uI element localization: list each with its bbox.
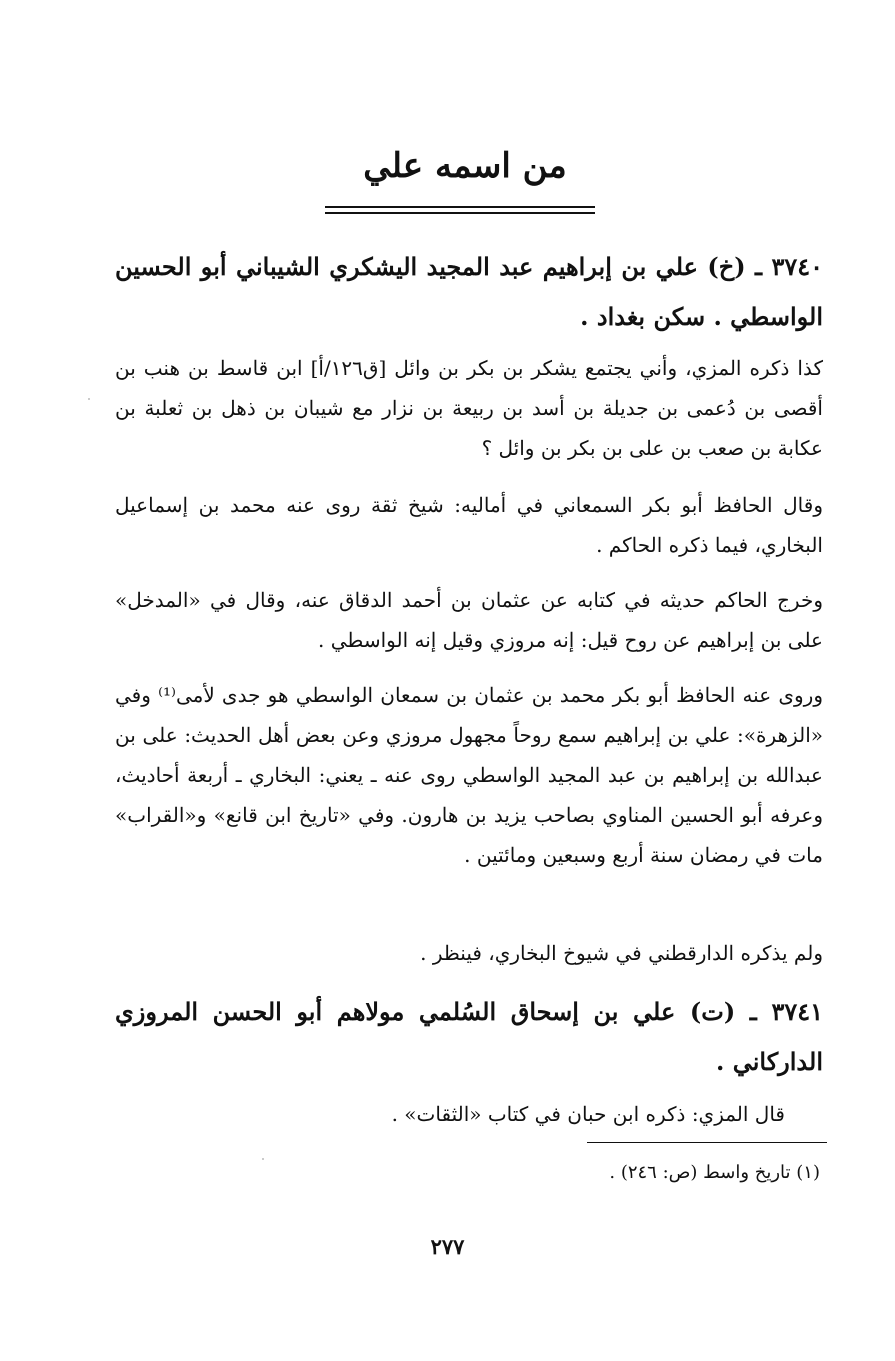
entry-paragraph: وروى عنه الحافظ أبو بكر محمد بن عثمان بن سمعان الواسطي هو جدى لأمى⁽¹⁾ وفي «الزهرة»: علي بن إبراهيم سمع روحاً مجهول مروزي وعن بعض أهل الحديث: على بن عبدالله بن إبراهيم بن عبد المجيد الواسطي روى عنه ـ يعني: البخاري ـ أربعة أحاديث، وعرفه أبو الحسين المناوي بصاحب يزيد بن هارون. وفي «تاريخ ابن قانع» و«القراب» مات في رمضان سنة أربع وسبعين ومائتين . (115, 683, 823, 867)
title-underline (325, 206, 595, 208)
entry-paragraph: قال المزي: ذكره ابن حبان في كتاب «الثقات» . (391, 1102, 785, 1126)
entry-paragraph: وخرج الحاكم حديثه في كتابه عن عثمان بن أحمد الدقاق عنه، وقال في «المدخل» على بن إبراهيم عن روح قيل: إنه مروزي وقيل إنه الواسطي . (115, 588, 823, 652)
footnote: (١) تاريخ واسط (ص: ٢٤٦) . (609, 1162, 820, 1183)
scan-speck (262, 1158, 264, 1160)
entry-heading-3741: ٣٧٤١ ـ (ت) علي بن إسحاق السُلمي مولاهم أبو الحسن المروزي الداركاني . (115, 997, 823, 1076)
footnote-separator (587, 1142, 827, 1143)
chapter-title: من اسمه علي (363, 146, 567, 186)
entry-paragraph: كذا ذكره المزي، وأني يجتمع يشكر بن بكر بن وائل [ق١٢٦/أ] ابن قاسط بن هنب بن أقصى بن دُعمى بن جديلة بن أسد بن ربيعة بن نزار مع شيبان بن ذهل بن ثعلبة بن عكابة بن صعب بن على بن بكر بن وائل ؟ (115, 356, 823, 460)
page-number: ٢٧٧ (430, 1234, 465, 1259)
entry-paragraph: وقال الحافظ أبو بكر السمعاني في أماليه: شيخ ثقة روى عنه محمد بن إسماعيل البخاري، فيما ذكره الحاكم . (115, 493, 823, 557)
entry-heading-3740: ٣٧٤٠ ـ (خ) علي بن إبراهيم عبد المجيد اليشكري الشيباني أبو الحسين الواسطي . سكن بغداد . (115, 252, 823, 331)
title-underline-second (325, 212, 595, 214)
scan-speck (88, 398, 90, 400)
entry-paragraph: ولم يذكره الدارقطني في شيوخ البخاري، فينظر . (420, 941, 823, 965)
